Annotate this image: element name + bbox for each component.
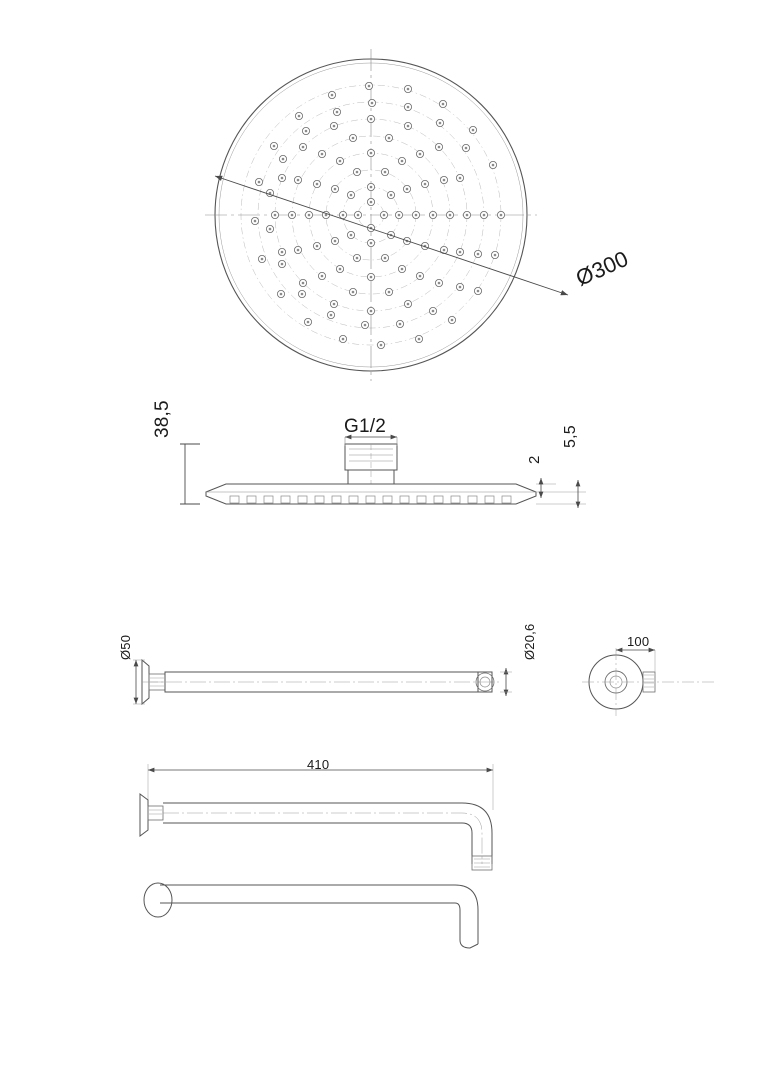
label-head-diameter: Ø300 xyxy=(572,245,633,291)
arm-end-view xyxy=(582,648,714,716)
head-plate-profile xyxy=(206,484,536,504)
arm-bent-view-alt xyxy=(144,883,478,948)
bent-arm-centerline xyxy=(163,813,482,864)
label-outlet-diameter: Ø20,6 xyxy=(522,623,537,660)
label-head-height: 38,5 xyxy=(152,400,173,438)
bent-arm-flange xyxy=(140,794,148,836)
label-arm-length: 410 xyxy=(307,757,330,772)
bent-arm-collar xyxy=(148,806,163,820)
bent-arm-outer-profile xyxy=(163,803,492,864)
top-view-shower-head xyxy=(205,49,568,381)
outlet-diameter-dimension xyxy=(500,668,512,696)
bent-arm-outlet-hatch xyxy=(474,859,490,867)
arm-end-thread-hatch xyxy=(644,675,654,687)
alt-arm-outer-profile xyxy=(160,885,478,944)
arm-bent-view xyxy=(140,764,493,870)
alt-arm-inner-profile xyxy=(160,903,478,948)
height-dimension xyxy=(180,444,200,504)
nozzle-array xyxy=(251,82,504,348)
label-arm-end-projection: 100 xyxy=(627,634,650,649)
bent-arm-inner-profile xyxy=(163,823,472,864)
label-plate-thickness: 2 xyxy=(526,455,543,464)
arm-end-projection-dimension xyxy=(616,650,655,672)
label-edge-thickness: 5,5 xyxy=(562,425,579,448)
label-flange-diameter: Ø50 xyxy=(118,634,133,660)
nozzle-edge-row xyxy=(230,496,511,503)
side-view-shower-head xyxy=(180,437,586,508)
arm-side-view xyxy=(133,660,512,704)
alt-arm-flange xyxy=(144,883,172,917)
bent-arm-collar-hatch xyxy=(149,810,162,814)
label-thread: G1/2 xyxy=(344,416,386,437)
thickness-dimensions xyxy=(536,478,586,508)
thread-hatching xyxy=(349,449,393,461)
